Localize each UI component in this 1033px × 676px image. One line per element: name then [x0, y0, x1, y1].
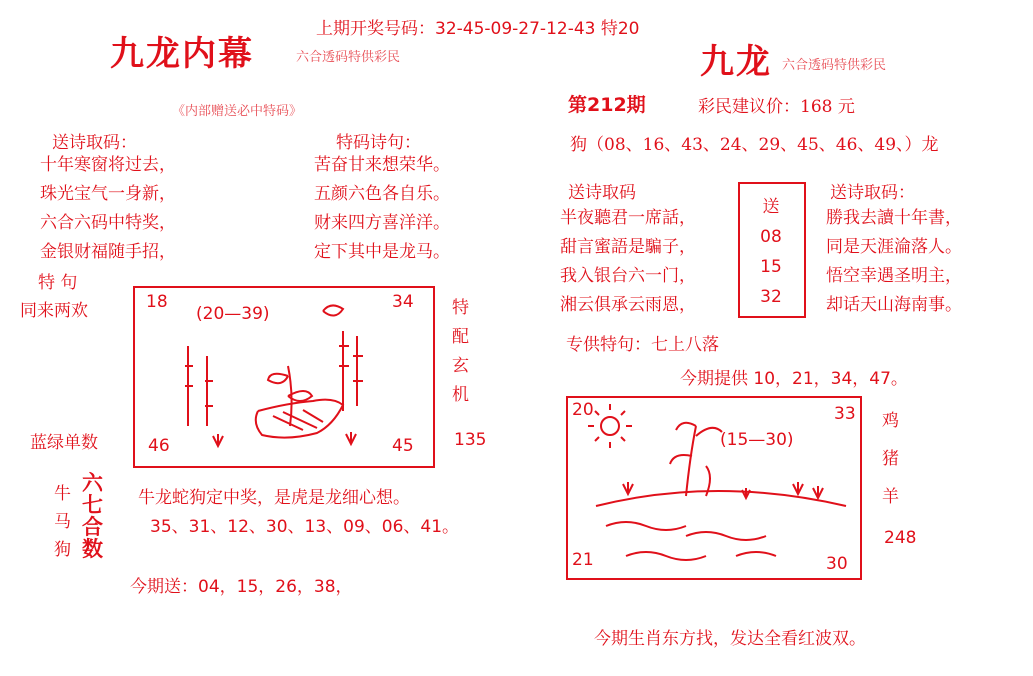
box-corner-br: 45	[392, 436, 414, 456]
tong-lai-label: 同来两欢	[20, 301, 88, 321]
poem-line: 十年寒窗将过去，	[40, 155, 176, 175]
num-135: 135	[454, 430, 487, 450]
box-corner-br: 30	[826, 554, 848, 574]
poem-line: 湘云俱承云雨恩，	[560, 295, 696, 315]
box-range: (15—30)	[720, 430, 794, 450]
lan-lv-label: 蓝绿单数	[30, 433, 98, 453]
left-sketch-illustration	[133, 286, 431, 464]
poem-line: 六合六码中特奖，	[40, 213, 176, 233]
poem-line: 定下其中是龙马。	[314, 242, 450, 262]
poem-line: 悟空幸遇圣明主，	[826, 266, 962, 286]
box-corner-tr: 33	[834, 404, 856, 424]
left-poem-heading: 送诗取码：	[52, 133, 137, 153]
box-corner-tl: 18	[146, 292, 168, 312]
dog-dragon-line: 狗（08、16、43、24、29、45、46、49、）龙	[570, 135, 939, 155]
last-draw-numbers: 上期开奖号码：32-45-09-27-12-43 特20	[316, 19, 640, 39]
right-poem-block	[314, 151, 450, 267]
box-range: (20—39)	[196, 304, 270, 324]
poem-line: 珠光宝气一身新，	[40, 184, 176, 204]
right-title: 九龙	[700, 42, 772, 82]
right-poem-left-heading: 送诗取码	[568, 183, 636, 203]
zodiac-column: 牛 马 狗	[54, 484, 71, 560]
poem-line: 同是天涯淪落人。	[826, 237, 962, 257]
box-corner-tr: 34	[392, 292, 414, 312]
left-poem-block	[40, 151, 176, 267]
poem-line: 金银财福随手招，	[40, 242, 176, 262]
poem-line: 半夜聽君一席話，	[560, 208, 696, 228]
right-poem-heading: 特码诗句：	[336, 133, 421, 153]
left-inner-tag: 《内部赠送必中特码》	[172, 104, 303, 119]
poem-line: 勝我去讀十年書，	[826, 208, 962, 228]
six-seven-heshu: 六 七 合 数	[82, 470, 103, 561]
provide-line: 今期提供 10，21，34，47。	[680, 369, 908, 389]
footer-line: 今期生肖东方找，发达全看红波双。	[594, 629, 866, 649]
poem-line: 苦奋甘来想荣华。	[314, 155, 450, 175]
left-side-vertical: 特 配 玄 机	[452, 298, 469, 405]
box-corner-bl: 21	[572, 550, 594, 570]
right-sketch-illustration	[566, 396, 858, 576]
left-subtitle: 六合透码特供彩民	[296, 50, 401, 65]
special-sentence: 专供特句：七上八落	[566, 335, 719, 355]
send-number-list: 送 08 15 32	[760, 197, 782, 307]
hint-line: 牛龙蛇狗定中奖，是虎是龙细心想。	[138, 488, 410, 508]
right-poem-right-block	[826, 204, 962, 320]
poem-line: 我入银台六一门，	[560, 266, 696, 286]
right-poem-right-heading: 送诗取码：	[830, 183, 915, 203]
number-line: 35、31、12、30、13、09、06、41。	[150, 517, 460, 537]
poem-line: 甜言蜜語是騙子，	[560, 237, 696, 257]
poem-line: 却话天山海南事。	[826, 295, 962, 315]
poem-line: 五颜六色各自乐。	[314, 184, 450, 204]
right-side-vertical: 鸡 猪 羊	[882, 411, 899, 507]
poem-line: 财来四方喜洋洋。	[314, 213, 450, 233]
right-subtitle: 六合透码特供彩民	[782, 58, 887, 73]
num-248: 248	[884, 528, 917, 548]
price-label: 彩民建议价：168 元	[698, 97, 855, 117]
te-ju-label: 特 句	[38, 273, 78, 293]
send-line: 今期送：04，15，26，38，	[130, 577, 353, 597]
box-corner-tl: 20	[572, 400, 594, 420]
box-corner-bl: 46	[148, 436, 170, 456]
issue-number: 第212期	[568, 94, 646, 116]
left-title: 九龙内幕	[110, 34, 254, 74]
right-poem-left-block	[560, 204, 696, 320]
